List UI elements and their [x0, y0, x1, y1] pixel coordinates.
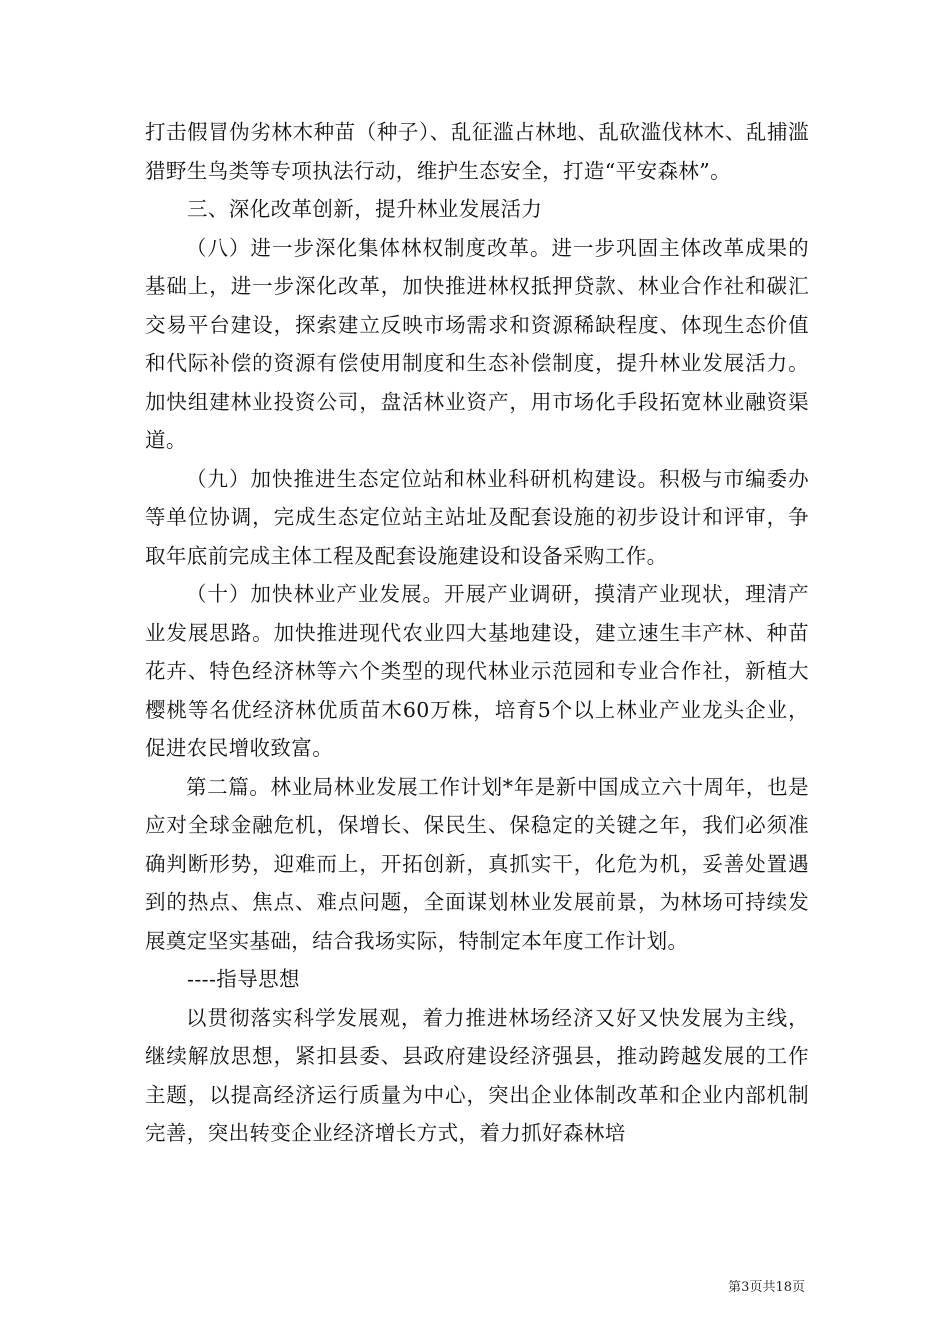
document-body	[145, 113, 809, 1153]
paragraph-item-8: （八）进一步深化集体林权制度改革。进一步巩固主体改革成果的基础上，进一步深化改革，加快推进林权抵押贷款、林业合作社和碳汇交易平台建设，探索建立反映市场需求和资源稀缺程度、体现生态价值和代际补偿的资源有偿使用制度和生态补偿制度，提升林业发展活力。加快组建林业投资公司，盘活林业资产，用市场化手段拓宽林业融资渠道。	[145, 235, 809, 452]
paragraph-continuation: 打击假冒伪劣林木种苗（种子）、乱征滥占林地、乱砍滥伐林木、乱捕滥猎野生鸟类等专项执法行动，维护生态安全，打造“平安森林”。	[145, 120, 809, 183]
paragraph-chapter-two: 第二篇。林业局林业发展工作计划*年是新中国成立六十周年，也是应对全球金融危机，保增长、保民生、保稳定的关键之年，我们必须准确判断形势，迎难而上，开拓创新，真抓实干，化危为机，妥善处置遇到的热点、焦点、难点问题，全面谋划林业发展前景，为林场可持续发展奠定坚实基础，结合我场实际，特制定本年度工作计划。	[145, 774, 809, 953]
section-heading: 三、深化改革创新，提升林业发展活力	[187, 197, 543, 221]
paragraph-guiding-thought: 以贯彻落实科学发展观，着力推进林场经济又好又快发展为主线，继续解放思想，紧扣县委、县政府建设经济强县，推动跨越发展的工作主题，以提高经济运行质量为中心，突出企业体制改革和企业内部机制完善，突出转变企业经济增长方式，着力抓好森林培	[145, 1005, 809, 1145]
paragraph-item-9: （九）加快推进生态定位站和林业科研机构建设。积极与市编委办等单位协调，完成生态定位站主站址及配套设施的初步设计和评审，争取年底前完成主体工程及配套设施建设和设备采购工作。	[145, 466, 809, 568]
page-number: 第3页共18页	[728, 1280, 805, 1295]
paragraph-item-10: （十）加快林业产业发展。开展产业调研，摸清产业现状，理清产业发展思路。加快推进现代农业四大基地建设，建立速生丰产林、种苗花卉、特色经济林等六个类型的现代林业示范园和专业合作社，新植大樱桃等名优经济林优质苗木60万株，培育5个以上林业产业龙头企业，促进农民增收致富。	[145, 582, 809, 760]
subheading-guiding-thought: ----指导思想	[187, 967, 300, 991]
